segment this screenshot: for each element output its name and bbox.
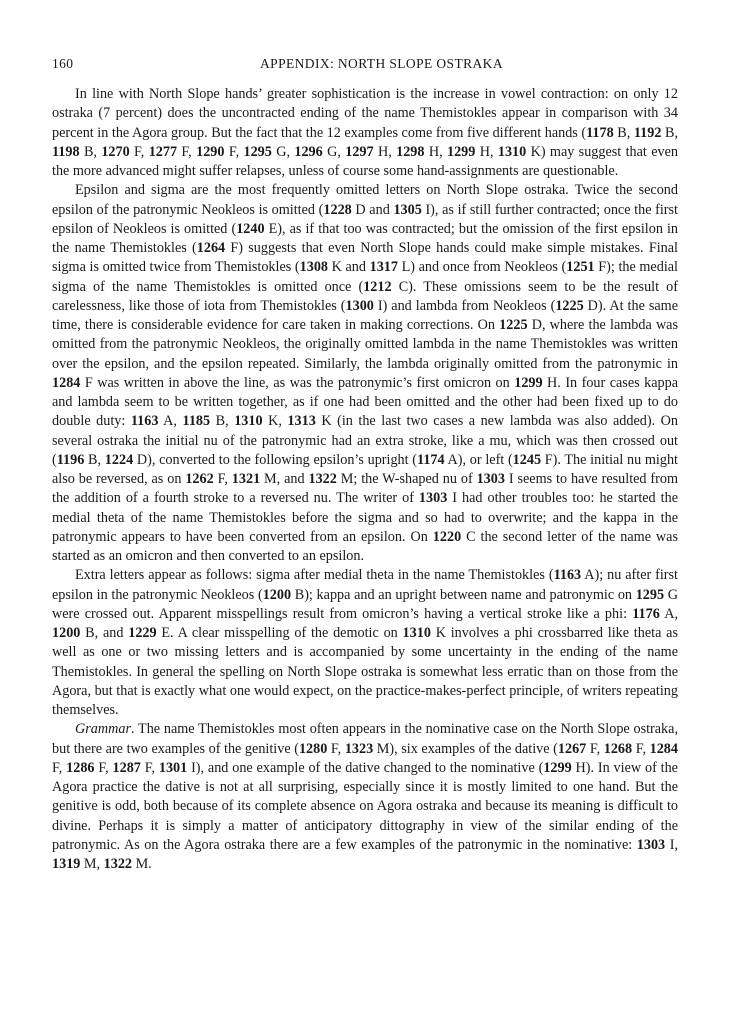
text-run: M,: [80, 856, 104, 872]
text-run: B, and: [80, 625, 129, 641]
catalogue-number: 1295: [243, 143, 272, 160]
text-run: L) and once from Neokleos (: [397, 259, 567, 276]
text-run: F); the medial sigma of the name Themistokles is omitted once (: [52, 259, 678, 295]
text-run: A), or left (: [444, 451, 513, 468]
text-run: F,: [140, 759, 159, 776]
catalogue-number: 1295: [635, 586, 665, 603]
running-head: APPENDIX: NORTH SLOPE OSTRAKA: [260, 56, 503, 71]
text-run: K (in the last two cases a new lambda was also added). On several ostraka the initial nu of the patronymic had an extra stroke, like a mu, which was then crossed out (: [52, 413, 679, 468]
text-run: F was written in above the line, as was the patronymic’s first omicron on: [80, 374, 515, 391]
catalogue-number: 1298: [396, 143, 425, 160]
catalogue-number: 1299: [543, 759, 572, 776]
text-run: C). These omissions seem to be the result of carelessness, like those of iota from Themistokles (: [52, 278, 678, 314]
catalogue-number: 1305: [393, 201, 422, 218]
text-run: I seems to have resulted from the addition of a fourth stroke to a reversed nu. The writer of: [52, 471, 678, 507]
text-run: H,: [373, 143, 397, 160]
paragraph-vowel-contraction: [52, 85, 678, 181]
text-run: I,: [665, 836, 678, 853]
text-run: K) may suggest that even the more advanced might suffer relapses, unless of course some hand-assignments are questionable.: [52, 143, 679, 179]
catalogue-number: 1225: [499, 317, 528, 333]
page-header: [52, 56, 671, 76]
text-run: D), converted to the following epsilon’s upright (: [133, 451, 418, 468]
catalogue-number: 1224: [104, 451, 134, 468]
catalogue-number: 1319: [52, 856, 81, 872]
catalogue-number: 1267: [557, 740, 587, 757]
catalogue-number: 1200: [262, 586, 292, 603]
catalogue-number: 1270: [101, 143, 130, 160]
paragraph-omitted-letters: [52, 181, 678, 566]
text-run: F,: [177, 143, 197, 160]
text-run: K,: [262, 413, 288, 430]
text-run: M; the W-shaped nu of: [336, 471, 477, 487]
text-run: I) and lambda from Neokleos (: [373, 297, 556, 314]
catalogue-number: 1300: [345, 297, 374, 314]
catalogue-number: 1264: [196, 240, 226, 256]
catalogue-number: 1296: [294, 143, 323, 160]
catalogue-number: 1284: [649, 740, 678, 757]
text-run: M.: [132, 856, 152, 872]
catalogue-number: 1321: [231, 471, 261, 487]
catalogue-number: 1251: [566, 259, 595, 276]
catalogue-number: 1322: [308, 471, 337, 487]
catalogue-number: 1290: [196, 143, 225, 160]
catalogue-number: 1220: [432, 528, 462, 545]
text-run: H,: [475, 143, 498, 160]
text-run: D and: [351, 201, 394, 218]
catalogue-number: 1163: [553, 567, 582, 584]
catalogue-number: 1286: [66, 759, 95, 776]
catalogue-number: 1287: [112, 759, 141, 776]
text-run: F,: [129, 143, 149, 160]
catalogue-number: 1196: [56, 451, 85, 468]
text-run: Epsilon and sigma are the most frequently omitted letters on North Slope ostraka. Twice the second epsilon of the patronymic Neokleos is omitted (: [52, 182, 678, 218]
text-run: B); kappa and an upright between name and patronymic on: [291, 586, 636, 603]
text-run: D, where the lambda was omitted from the patronymic Neokleos, the originally omitted lambda in the name Themistokles was written over the epsilon, and the epsilon repeated. Similarly, the lambda originally omitted from the patronymic in: [52, 317, 679, 372]
catalogue-number: 1228: [323, 201, 352, 218]
catalogue-number: 1163: [130, 413, 159, 430]
catalogue-number: 1284: [52, 374, 81, 391]
text-run: I), as if still further contracted; once the first epsilon of Neokleos is omitted (: [52, 201, 678, 237]
text-run: K and: [328, 259, 370, 276]
body-text: [52, 85, 678, 874]
text-run: F,: [327, 740, 345, 757]
section-heading: Grammar: [75, 721, 131, 738]
catalogue-number: 1313: [287, 413, 316, 430]
text-run: H). In view of the Agora practice the dative is not at all surprising, especially since it is mostly limited to one hand. But the genitive is odd, both because of its complete absence on Agora ostraka and because its meaning is difficult to divine. Perhaps it is simply a matter of anticipatory dittography in view of the similar ending of the patronymic. As on the Agora ostraka there are a few examples of the patronymic in the nominative:: [52, 759, 678, 853]
text-run: B,: [84, 451, 105, 468]
text-run: M), six examples of the dative (: [373, 740, 558, 757]
text-run: F,: [586, 740, 604, 757]
text-run: M, and: [260, 471, 309, 487]
catalogue-number: 1268: [603, 740, 633, 757]
text-run: F). The initial nu might also be reversed, as on: [52, 451, 678, 487]
catalogue-number: 1245: [512, 451, 542, 468]
catalogue-number: 1322: [103, 856, 133, 872]
text-run: K involves a phi crossbarred like theta as well as one or two missing letters and is accompanied by some uncertainty in the ending of the name Themistokles. In general the spelling on North Slope ostraka is somewhat less erratic than on those from the Agora, but that is exactly what one would expect, on the practice-makes-perfect principle, of writers repeating themselves.: [52, 625, 678, 718]
page-number: 160: [52, 56, 74, 71]
text-run: B,: [79, 143, 102, 160]
catalogue-number: 1240: [236, 220, 265, 237]
catalogue-number: 1176: [632, 605, 660, 622]
text-run: G,: [322, 143, 346, 160]
catalogue-number: 1198: [52, 143, 80, 160]
catalogue-number: 1310: [402, 625, 431, 641]
text-run: A,: [158, 413, 183, 430]
catalogue-number: 1185: [182, 413, 211, 430]
text-run: A,: [659, 605, 678, 622]
catalogue-number: 1178: [586, 124, 614, 141]
text-run: I had other troubles too: he started the medial theta of the name Themistokles before the sigma and so had to overwrite; and the kappa in the patronymic appears to have been converted from an epsilon. On: [52, 490, 678, 545]
text-run: E. A clear misspelling of the demotic on: [156, 625, 403, 641]
catalogue-number: 1277: [148, 143, 178, 160]
catalogue-number: 1308: [299, 259, 329, 276]
text-run: H,: [424, 143, 447, 160]
catalogue-number: 1310: [234, 413, 263, 430]
text-run: In line with North Slope hands’ greater sophistication is the increase in vowel contraction: on only 12 ostraka (7 percent) does the uncontracted ending of the name Themistokles appear in comparison with 34 percent in the Agora group. But the fact that the 12 examples come from five different hands (: [52, 86, 678, 141]
text-run: F,: [632, 740, 650, 757]
catalogue-number: 1317: [369, 259, 398, 276]
text-run: B,: [613, 124, 634, 141]
catalogue-number: 1299: [446, 143, 476, 160]
catalogue-number: 1303: [636, 836, 666, 853]
text-run: F,: [94, 759, 113, 776]
text-run: G were crossed out. Apparent misspellings result from omicron’s having a vertical stroke like a phi:: [52, 586, 679, 622]
text-run: H. In four cases kappa and lambda seem to be written together, as if one had been omitted and the other had been fixed up to do double duty:: [52, 374, 678, 430]
catalogue-number: 1192: [633, 124, 662, 141]
text-run: F,: [224, 143, 244, 160]
paragraph-extra-letters: [52, 566, 678, 720]
text-run: F) suggests that even North Slope hands could make simple mistakes. Final sigma is omitted twice from Themistokles (: [52, 240, 678, 276]
text-run: . The name Themistokles most often appears in the nominative case on the North Slope ostraka, but there are two examples of the genitive (: [52, 721, 678, 757]
text-run: D). At the same time, there is considerable evidence for care taken in making corrections. On: [52, 297, 679, 333]
catalogue-number: 1212: [363, 278, 392, 295]
text-run: C the second letter of the name was started as an omicron and then converted to an epsilon.: [52, 528, 679, 564]
catalogue-number: 1174: [417, 451, 445, 468]
catalogue-number: 1323: [344, 740, 374, 757]
text-run: Extra letters appear as follows: sigma after medial theta in the name Themistokles (: [75, 567, 554, 584]
paragraph-grammar: [52, 720, 678, 874]
catalogue-number: 1225: [555, 297, 584, 314]
text-run: B,: [661, 124, 678, 141]
catalogue-number: 1280: [298, 740, 328, 757]
text-run: G,: [271, 143, 295, 160]
catalogue-number: 1262: [185, 471, 214, 487]
catalogue-number: 1310: [497, 143, 527, 160]
catalogue-number: 1229: [128, 625, 157, 641]
text-run: I), and one example of the dative changed to the nominative (: [187, 759, 544, 776]
text-run: F,: [213, 471, 232, 487]
catalogue-number: 1200: [52, 625, 81, 641]
text-run: B,: [210, 413, 235, 430]
catalogue-number: 1303: [476, 471, 505, 487]
catalogue-number: 1297: [345, 143, 374, 160]
catalogue-number: 1303: [418, 490, 448, 507]
catalogue-number: 1299: [514, 374, 543, 391]
text-run: F,: [52, 759, 67, 776]
catalogue-number: 1301: [158, 759, 188, 776]
text-run: E), as if that too was contracted; but the omission of the first epsilon in the name Themistokles (: [52, 220, 678, 256]
text-run: A); nu after first epsilon in the patronymic Neokleos (: [52, 567, 678, 603]
